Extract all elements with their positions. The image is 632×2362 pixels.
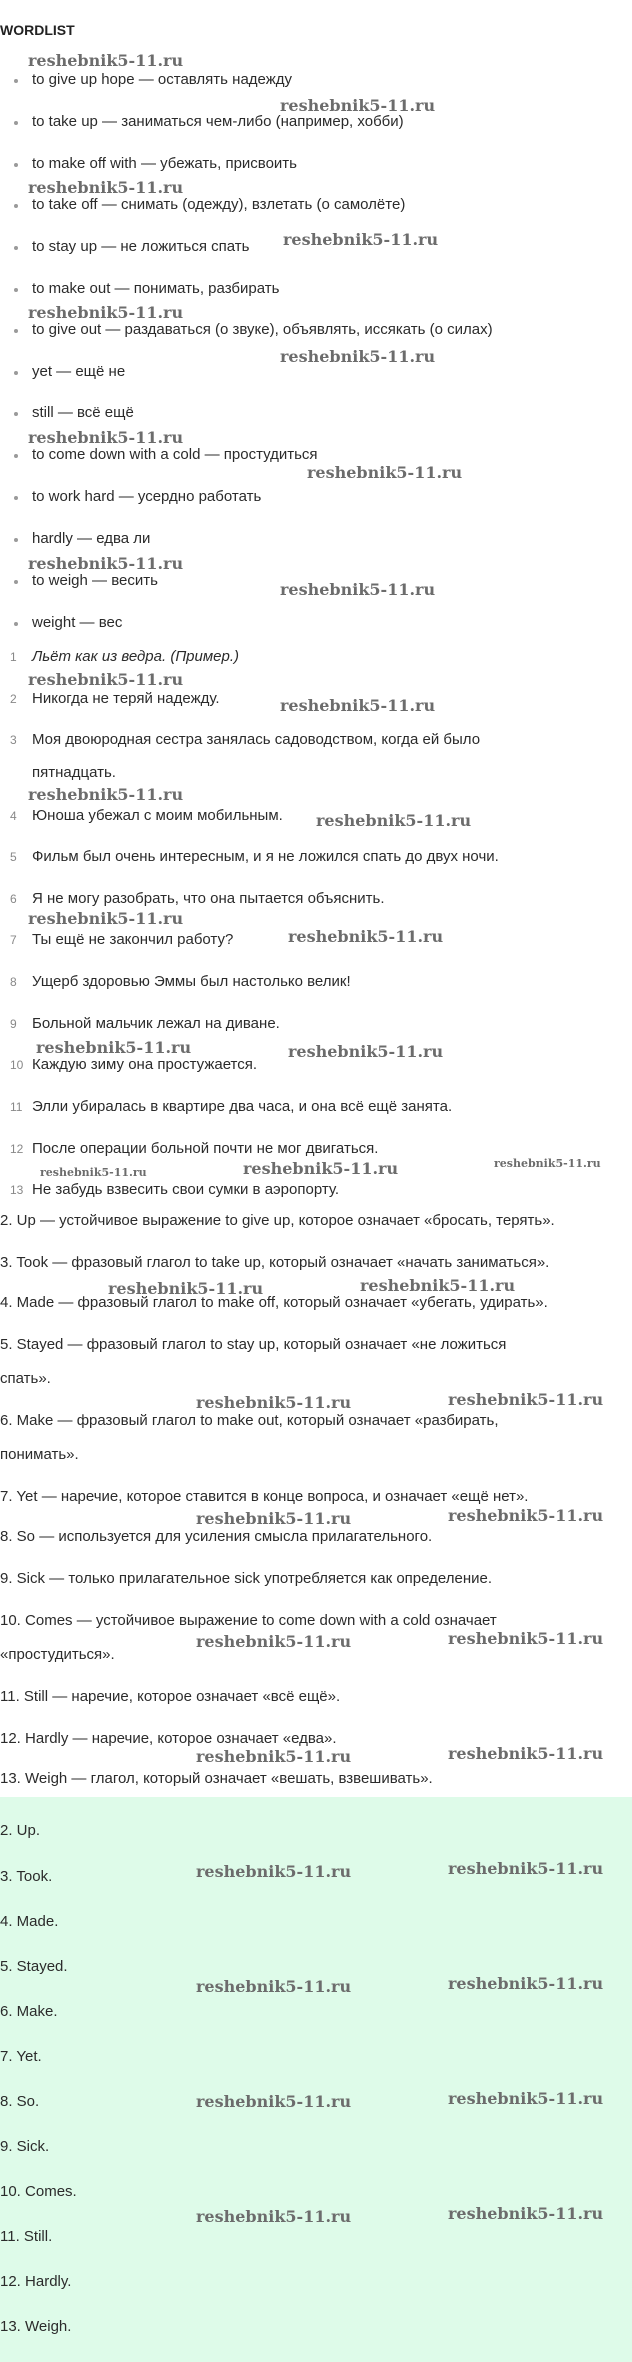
watermark: reshebnik5-11.ru — [196, 1862, 352, 1881]
bullet — [14, 371, 18, 375]
sentence-continuation: пятнадцать. — [32, 764, 116, 781]
sentence: После операции больной почти не мог двигаться. — [32, 1140, 379, 1157]
wordlist-item: weight — вес — [32, 614, 123, 631]
watermark: reshebnik5-11.ru — [448, 1974, 604, 1993]
explanation: 3. Took — фразовый глагол to take up, который означает «начать заниматься». — [0, 1254, 550, 1271]
sentence-number: 3 — [10, 733, 17, 747]
explanation: 6. Make — фразовый глагол to make out, который означает «разбирать, — [0, 1412, 499, 1429]
watermark: reshebnik5-11.ru — [196, 1509, 352, 1528]
watermark: reshebnik5-11.ru — [283, 230, 439, 249]
explanation: 5. Stayed — фразовый глагол to stay up, который означает «не ложиться — [0, 1336, 507, 1353]
wordlist-item: to come down with a cold — простудиться — [32, 446, 318, 463]
watermark: reshebnik5-11.ru — [28, 428, 184, 447]
explanation: 11. Still — наречие, которое означает «всё ещё». — [0, 1688, 341, 1705]
explanation: 7. Yet — наречие, которое ставится в конце вопроса, и означает «ещё нет». — [0, 1488, 529, 1505]
explanation: 4. Made — фразовый глагол to make off, который означает «убегать, удирать». — [0, 1294, 548, 1311]
bullet — [14, 121, 18, 125]
watermark: reshebnik5-11.ru — [316, 811, 472, 830]
watermark: reshebnik5-11.ru — [196, 1747, 352, 1766]
answer: 11. Still. — [0, 2228, 53, 2245]
explanation: 12. Hardly — наречие, которое означает «едва». — [0, 1730, 337, 1747]
sentence: Элли убиралась в квартире два часа, и она всё ещё занята. — [32, 1098, 453, 1115]
sentence-number: 8 — [10, 975, 17, 989]
watermark: reshebnik5-11.ru — [280, 580, 436, 599]
sentence-number: 6 — [10, 892, 17, 906]
watermark: reshebnik5-11.ru — [28, 785, 184, 804]
sentence-number: 4 — [10, 809, 17, 823]
answer: 13. Weigh. — [0, 2318, 72, 2335]
explanation: 2. Up — устойчивое выражение to give up, которое означает «бросать, терять». — [0, 1212, 555, 1229]
sentence: Я не могу разобрать, что она пытается объяснить. — [32, 890, 385, 907]
watermark: reshebnik5-11.ru — [448, 2089, 604, 2108]
sentence-number: 13 — [10, 1183, 24, 1197]
sentence: Моя двоюродная сестра занялась садоводством, когда ей было — [32, 731, 481, 748]
watermark: reshebnik5-11.ru — [196, 1393, 352, 1412]
answers-panel — [0, 1797, 632, 2362]
sentence-number: 12 — [10, 1142, 24, 1156]
wordlist-item: to take up — заниматься чем-либо (например, хобби) — [32, 113, 404, 130]
watermark: reshebnik5-11.ru — [448, 1859, 604, 1878]
wordlist-item: to stay up — не ложиться спать — [32, 238, 250, 255]
explanation: 13. Weigh — глагол, который означает «вешать, взвешивать». — [0, 1770, 433, 1787]
watermark: reshebnik5-11.ru — [448, 2204, 604, 2223]
wordlist-item: to weigh — весить — [32, 572, 158, 589]
watermark: reshebnik5-11.ru — [196, 1632, 352, 1651]
sentence-number: 11 — [10, 1100, 23, 1114]
sentence-number: 9 — [10, 1017, 17, 1031]
bullet — [14, 454, 18, 458]
watermark: reshebnik5-11.ru — [288, 1042, 444, 1061]
watermark: reshebnik5-11.ru — [280, 347, 436, 366]
bullet — [14, 496, 18, 500]
wordlist-item: to take off — снимать (одежду), взлетать (о самолёте) — [32, 196, 406, 213]
answer: 7. Yet. — [0, 2048, 42, 2065]
watermark: reshebnik5-11.ru — [288, 927, 444, 946]
sentence: Никогда не теряй надежду. — [32, 690, 220, 707]
sentence-number: 1 — [10, 650, 17, 664]
answer: 2. Up. — [0, 1822, 41, 1839]
explanation-continuation: спать». — [0, 1370, 51, 1387]
explanation: 9. Sick — только прилагательное sick употребляется как определение. — [0, 1570, 493, 1587]
explanation: 10. Comes — устойчивое выражение to come down with a cold означает — [0, 1612, 497, 1629]
answer: 9. Sick. — [0, 2138, 50, 2155]
watermark: reshebnik5-11.ru — [243, 1159, 399, 1178]
wordlist-item: to give out — раздаваться (о звуке), объявлять, иссякать (о силах) — [32, 321, 493, 338]
sentence-number: 2 — [10, 692, 17, 706]
sentence-number: 7 — [10, 933, 17, 947]
watermark: reshebnik5-11.ru — [28, 670, 184, 689]
watermark: reshebnik5-11.ru — [494, 1157, 601, 1170]
wordlist-item: to work hard — усердно работать — [32, 488, 262, 505]
explanation-continuation: понимать». — [0, 1446, 79, 1463]
sentence-number: 10 — [10, 1058, 24, 1072]
bullet — [14, 580, 18, 584]
answer: 8. So. — [0, 2093, 40, 2110]
explanation-continuation: «простудиться». — [0, 1646, 115, 1663]
answer: 12. Hardly. — [0, 2273, 72, 2290]
wordlist-item: still — всё ещё — [32, 404, 134, 421]
watermark: reshebnik5-11.ru — [196, 2207, 352, 2226]
watermark: reshebnik5-11.ru — [196, 2092, 352, 2111]
watermark: reshebnik5-11.ru — [280, 96, 436, 115]
answer: 6. Make. — [0, 2003, 58, 2020]
bullet — [14, 329, 18, 333]
wordlist-item: to make off with — убежать, присвоить — [32, 155, 297, 172]
page-heading: WORDLIST — [0, 22, 75, 38]
wordlist-item: to make out — понимать, разбирать — [32, 280, 280, 297]
watermark: reshebnik5-11.ru — [28, 51, 184, 70]
bullet — [14, 246, 18, 250]
bullet — [14, 204, 18, 208]
sentence: Больной мальчик лежал на диване. — [32, 1015, 280, 1032]
bullet — [14, 79, 18, 83]
answer: 10. Comes. — [0, 2183, 77, 2200]
watermark: reshebnik5-11.ru — [36, 1038, 192, 1057]
watermark: reshebnik5-11.ru — [108, 1279, 264, 1298]
watermark: reshebnik5-11.ru — [28, 303, 184, 322]
sentence: Юноша убежал с моим мобильным. — [32, 807, 283, 824]
answer: 3. Took. — [0, 1868, 53, 1885]
sentence: Ты ещё не закончил работу? — [32, 931, 234, 948]
sentence: Фильм был очень интересным, и я не ложился спать до двух ночи. — [32, 848, 499, 865]
watermark: reshebnik5-11.ru — [360, 1276, 516, 1295]
answer: 4. Made. — [0, 1913, 59, 1930]
explanation: 8. So — используется для усиления смысла прилагательного. — [0, 1528, 433, 1545]
watermark: reshebnik5-11.ru — [28, 909, 184, 928]
answer: 5. Stayed. — [0, 1958, 68, 1975]
sentence: Не забудь взвесить свои сумки в аэропорту. — [32, 1181, 340, 1198]
watermark: reshebnik5-11.ru — [448, 1744, 604, 1763]
bullet — [14, 538, 18, 542]
wordlist-item: to give up hope — оставлять надежду — [32, 71, 292, 88]
sentence: Льёт как из ведра. (Пример.) — [32, 648, 239, 665]
watermark: reshebnik5-11.ru — [448, 1629, 604, 1648]
watermark: reshebnik5-11.ru — [448, 1506, 604, 1525]
watermark: reshebnik5-11.ru — [28, 554, 184, 573]
watermark: reshebnik5-11.ru — [28, 178, 184, 197]
sentence: Каждую зиму она простужается. — [32, 1056, 258, 1073]
sentence-number: 5 — [10, 850, 17, 864]
bullet — [14, 288, 18, 292]
watermark: reshebnik5-11.ru — [40, 1166, 147, 1179]
bullet — [14, 163, 18, 167]
wordlist-item: yet — ещё не — [32, 363, 126, 380]
watermark: reshebnik5-11.ru — [307, 463, 463, 482]
sentence: Ущерб здоровью Эммы был настолько велик! — [32, 973, 351, 990]
bullet — [14, 412, 18, 416]
watermark: reshebnik5-11.ru — [196, 1977, 352, 1996]
watermark: reshebnik5-11.ru — [448, 1390, 604, 1409]
watermark: reshebnik5-11.ru — [280, 696, 436, 715]
wordlist-item: hardly — едва ли — [32, 530, 151, 547]
bullet — [14, 622, 18, 626]
